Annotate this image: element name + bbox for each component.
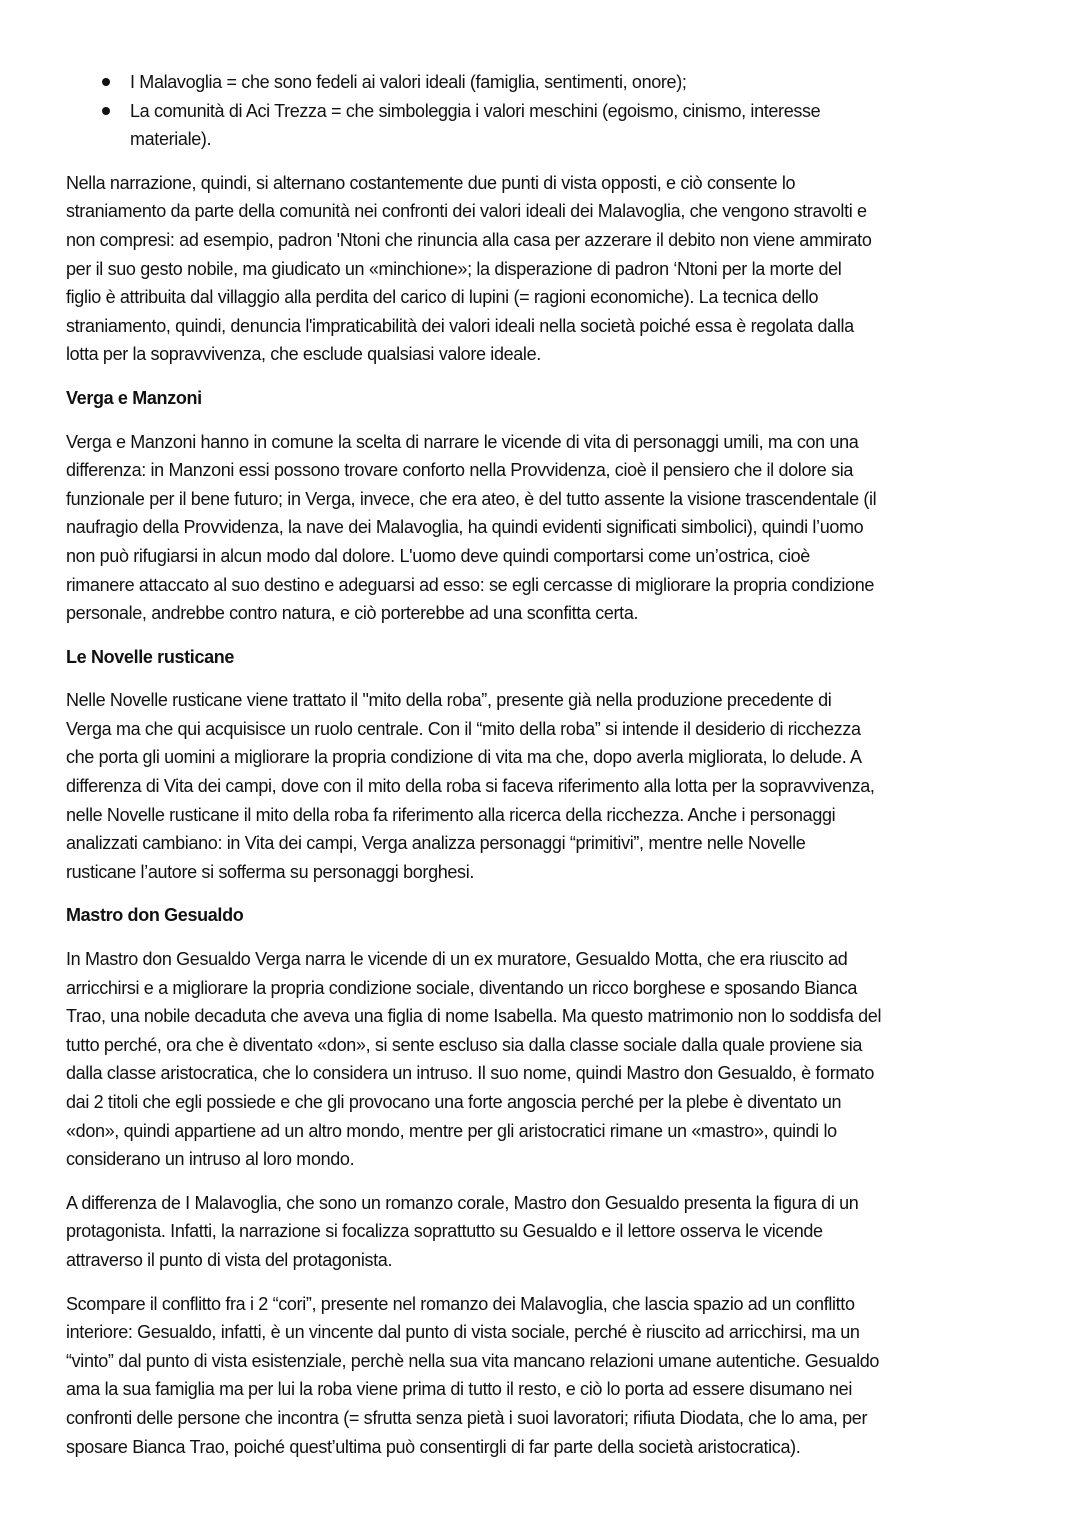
text-line: Mastro don Gesualdo (66, 905, 244, 926)
text-line: straniamento da parte della comunità nei confronti dei valori ideali dei Malavoglia, che vengono stravolti e (66, 201, 867, 222)
text-line: arricchirsi e a migliorare la propria condizione sociale, diventando un ricco borghese e sposando Bianca (66, 977, 858, 998)
text-line: lotta per la sopravvivenza, che esclude qualsiasi valore ideale. (66, 344, 541, 365)
text-line: naufragio della Provvidenza, la nave dei Malavoglia, ha quindi evidenti significati simbolici), quindi l’uomo (66, 517, 864, 538)
document-page (66, 68, 1026, 1476)
bullet-list (66, 68, 1026, 154)
section-heading (66, 643, 1026, 672)
text-line: figlio è attribuita dal villaggio alla perdita del carico di lupini (= ragioni economiche). La tecnica dello (66, 287, 819, 308)
text-line: I Malavoglia = che sono fedeli ai valori ideali (famiglia, sentimenti, onore); (130, 72, 687, 92)
text-line: funzionale per il bene futuro; in Verga, invece, che era ateo, è del tutto assente la visione trascendentale (il (66, 488, 877, 509)
text-line: La comunità di Aci Trezza = che simboleggia i valori meschini (egoismo, cinismo, interesse (130, 100, 821, 121)
text-line: tutto perché, ora che è diventato «don», si sente escluso sia dalla classe sociale dalla quale proviene sia (66, 1034, 863, 1055)
text-line: In Mastro don Gesualdo Verga narra le vicende di un ex muratore, Gesualdo Motta, che era riuscito ad (66, 949, 848, 970)
text-line: nelle Novelle rusticane il mito della roba fa riferimento alla ricerca della ricchezza. Anche i personaggi (66, 804, 836, 825)
paragraph (66, 945, 1026, 1174)
text-line: interiore: Gesualdo, infatti, è un vincente dal punto di vista sociale, perché è riuscito ad arricchirsi, ma un (66, 1322, 860, 1343)
text-line: considerano un intruso al loro mondo. (66, 1149, 355, 1170)
paragraph (66, 1290, 1026, 1462)
section-heading (66, 384, 1026, 413)
text-line: A differenza de I Malavoglia, che sono un romanzo corale, Mastro don Gesualdo presenta la figura di un (66, 1192, 859, 1213)
text-line: Le Novelle rusticane (66, 646, 235, 667)
text-line: Trao, una nobile decaduta che aveva una figlia di nome Isabella. Ma questo matrimonio non lo soddisfa del (66, 1006, 882, 1027)
text-line: differenza di Vita dei campi, dove con il mito della roba si faceva riferimento alla lotta per la sopravvivenza, (66, 776, 875, 797)
text-line: analizzati cambiano: in Vita dei campi, Verga analizza personaggi “primitivi”, mentre nelle Novelle (66, 833, 806, 854)
text-line: protagonista. Infatti, la narrazione si focalizza soprattutto su Gesualdo e il lettore osserva le vicende (66, 1221, 823, 1242)
bullet-item (66, 97, 1026, 154)
text-line: non può rifugiarsi in alcun modo dal dolore. L'uomo deve quindi comportarsi come un’ostrica, cioè (66, 545, 810, 566)
text-line: Scompare il conflitto fra i 2 “cori”, presente nel romanzo dei Malavoglia, che lascia spazio ad un conflitto (66, 1293, 855, 1314)
paragraph (66, 428, 1026, 628)
text-line: materiale). (130, 129, 212, 150)
paragraph (66, 1189, 1026, 1275)
document-body (66, 169, 1026, 1461)
text-line: personale, andrebbe contro natura, e ciò porterebbe ad una sconfitta certa. (66, 603, 639, 624)
text-line: dai 2 titoli che egli possiede e che gli provocano una forte angoscia perché per la plebe è diventato un (66, 1092, 842, 1112)
text-line: Nelle Novelle rusticane viene trattato il "mito della roba”, presente già nella produzione precedente di (66, 690, 832, 711)
text-line: ama la sua famiglia ma per lui la roba viene prima di tutto il resto, e ciò lo porta ad essere disumano nei (66, 1379, 852, 1400)
text-line: dalla classe aristocratica, che lo considera un intruso. Il suo nome, quindi Mastro don Gesualdo, è formato (66, 1063, 874, 1084)
text-line: per il suo gesto nobile, ma giudicato un «minchione»; la disperazione di padron ‘Ntoni per la morte del (66, 258, 842, 279)
text-line: non compresi: ad esempio, padron 'Ntoni che rinuncia alla casa per azzerare il debito non viene ammirato (66, 229, 872, 250)
text-line: attraverso il punto di vista del protagonista. (66, 1249, 393, 1270)
text-line: Verga e Manzoni (66, 387, 202, 408)
text-line: “vinto” dal punto di vista esistenziale, perchè nella sua vita mancano relazioni umane autentiche. Gesualdo (66, 1350, 880, 1371)
paragraph (66, 686, 1026, 886)
text-line: rusticane l’autore si sofferma su personaggi borghesi. (66, 861, 475, 882)
text-line: Verga e Manzoni hanno in comune la scelta di narrare le vicende di vita di personaggi umili, ma con una (66, 431, 859, 452)
text-line: Verga ma che qui acquisisce un ruolo centrale. Con il “mito della roba” si intende il desiderio di ricchezza (66, 718, 861, 739)
text-line: che porta gli uomini a migliorare la propria condizione di vita ma che, dopo averla migliorata, lo delude. A (66, 747, 862, 768)
text-line: sposare Bianca Trao, poiché quest’ultima può consentirgli di far parte della società aristocratica). (66, 1436, 801, 1457)
text-line: rimanere attaccato al suo destino e adeguarsi ad esso: se egli cercasse di migliorare la propria condizione (66, 574, 875, 595)
paragraph (66, 169, 1026, 369)
text-line: confronti delle persone che incontra (= sfrutta senza pietà i suoi lavoratori; rifiuta Diodata, che lo ama, per (66, 1407, 868, 1428)
bullet-item (66, 68, 1026, 97)
text-line: straniamento, quindi, denuncia l'impraticabilità dei valori ideali nella società poiché essa è regolata dalla (66, 315, 854, 336)
text-line: Nella narrazione, quindi, si alternano costantemente due punti di vista opposti, e ciò consente lo (66, 172, 796, 193)
text-line: differenza: in Manzoni essi possono trovare conforto nella Provvidenza, cioè il pensiero che il dolore sia (66, 460, 854, 481)
text-line: «don», quindi appartiene ad un altro mondo, mentre per gli aristocratici rimane un «mastro», quindi lo (66, 1120, 837, 1141)
section-heading (66, 901, 1026, 930)
